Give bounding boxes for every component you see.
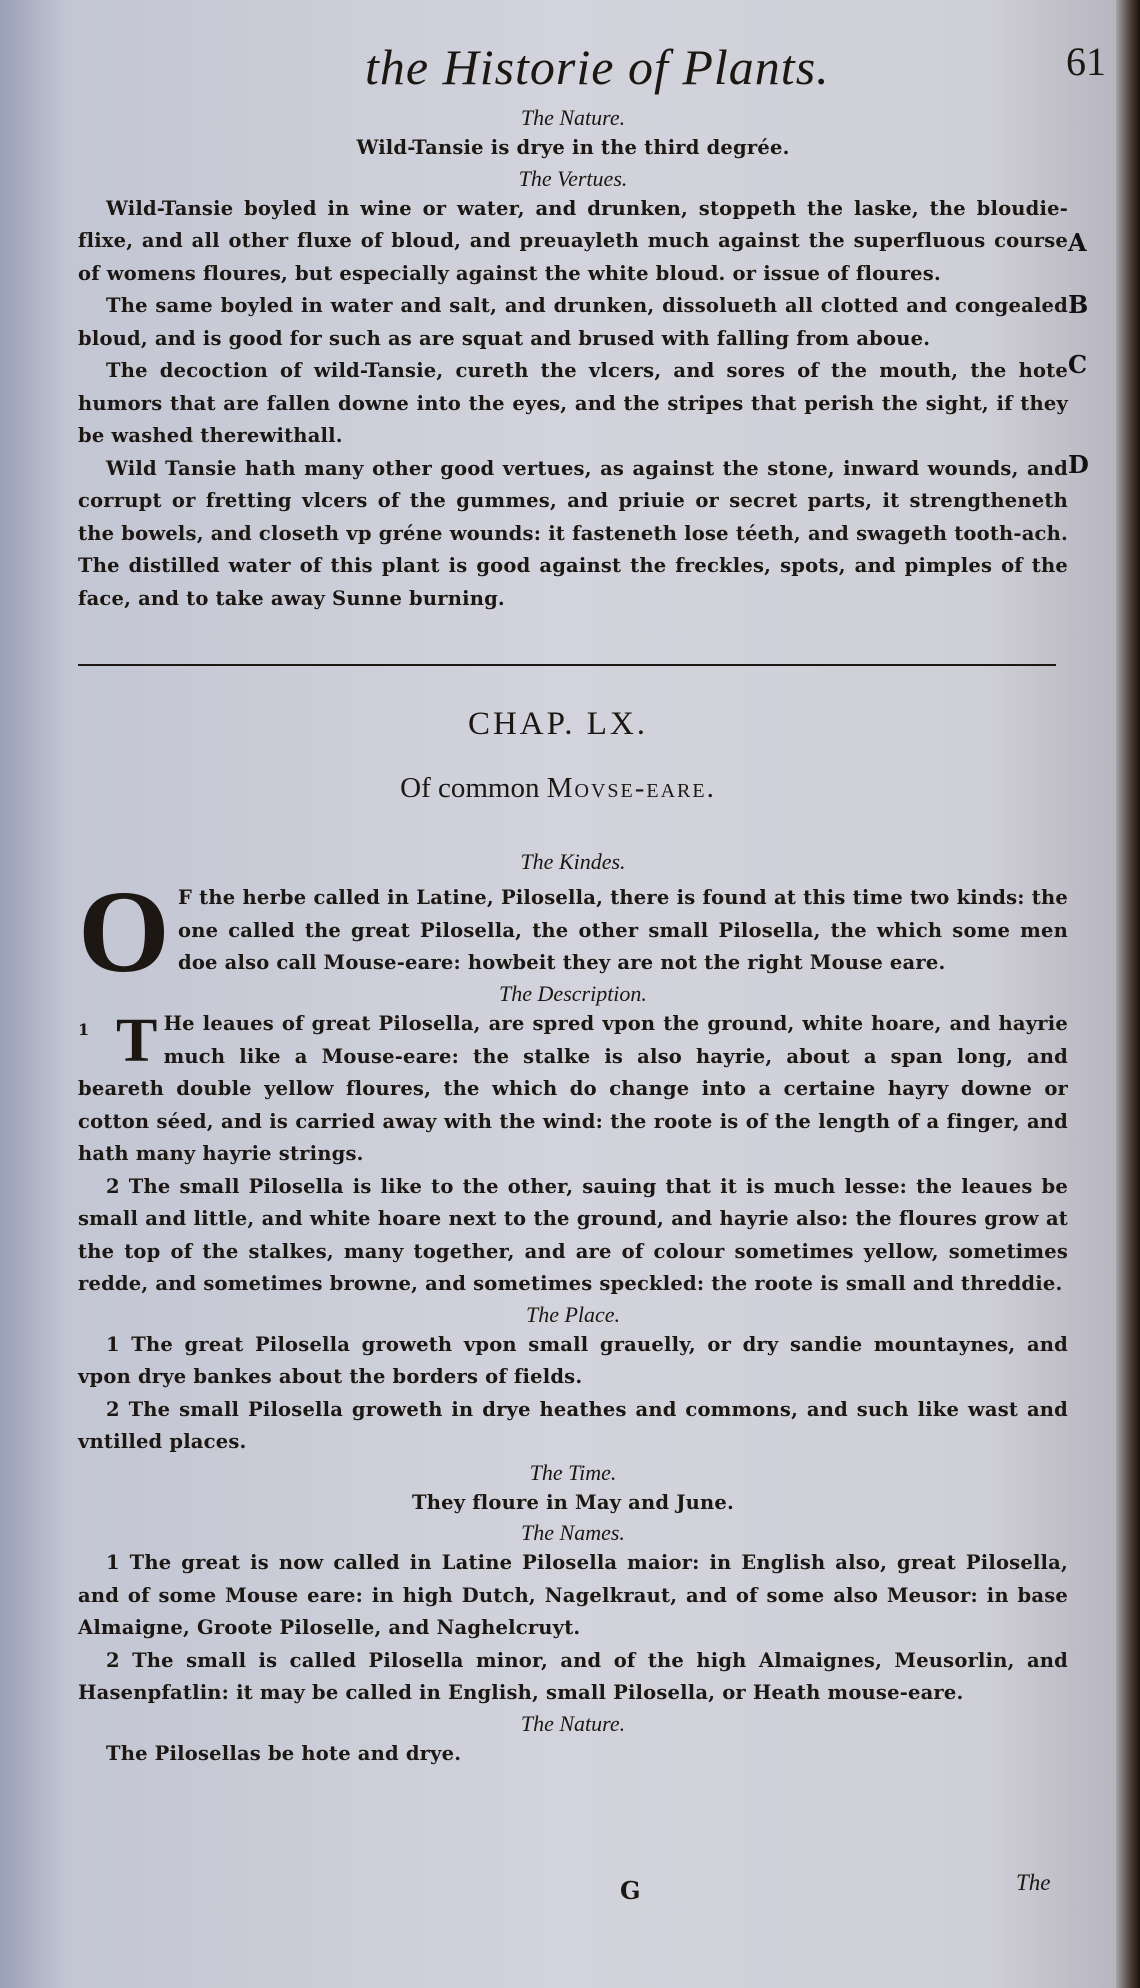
drop-cap-t: T xyxy=(116,1007,158,1075)
nature-text: Wild-Tansie is drye in the third degrée. xyxy=(356,136,790,159)
names-heading: The Names. xyxy=(521,1520,625,1545)
nature2-text: The Pilosellas be hote and drye. xyxy=(106,1741,462,1765)
tansie-section xyxy=(78,104,1068,615)
description-text-1: He leaues of great Pilosella, are spred vpon the ground, white hoare, and hayrie much like a Mouse-eare: the stalke is also hayrie, about a span long, and beareth double yellow floures, the which do change into a certaine hayry downe or cotton séed, and is carried away with the wind: the roote is of the length of a finger, and hath many hayrie strings. xyxy=(78,1012,1068,1165)
margin-letter-a: A xyxy=(1068,228,1087,257)
margin-letter-b: B xyxy=(1068,290,1089,319)
nature2-heading: The Nature. xyxy=(520,1710,626,1736)
book-spine-edge xyxy=(1116,0,1140,1988)
place-paragraph-2: 2 The small Pilosella groweth in drye heathes and commons, and such like wast and vntilled places. xyxy=(78,1397,1068,1453)
vertue-paragraph-3: The decoction of wild-Tansie, cureth the vlcers, and sores of the mouth, the hote humors that are fallen downe into the eyes, and the stripes that perish the sight, if they be washed therewithall. xyxy=(78,359,1068,447)
place-paragraph-1: 1 The great Pilosella groweth vpon small grauelly, or dry sandie mountaynes, and vpon drye bankes about the borders of fields. xyxy=(78,1332,1068,1388)
drop-cap-o: O xyxy=(78,866,170,997)
vertue-paragraph-2: The same boyled in water and salt, and drunken, dissolueth all clotted and congealed bloud, and is good for such as are squat and brused with falling from aboue. xyxy=(78,294,1068,350)
names-paragraph-1: 1 The great is now called in Latine Pilosella maior: in English also, great Pilosella, and of some Mouse eare: in high Dutch, Nagelkraut, and of some also Meusor: in base Almaigne, Groote Piloselle, and Naghelcruyt. xyxy=(78,1551,1068,1639)
description-heading: The Description. xyxy=(499,981,647,1006)
vertues-heading: The Vertues. xyxy=(518,165,628,191)
page-number: 61 xyxy=(1066,39,1106,84)
kindes-heading: The Kindes. xyxy=(520,849,626,874)
description-paragraph-2: 2 The small Pilosella is like to the other, sauing that it is much lesse: the leaues be small and little, and white hoare next to the ground, and hayrie also: the floures grow at the top of the stalkes, many together, and are of colour sometimes yellow, sometimes redde, and sometimes browne, and sometimes speckled: the roote is small and threddie. xyxy=(78,1174,1068,1295)
running-title: the Historie of Plants. xyxy=(365,39,830,95)
kindes-text: F the herbe called in Latine, Pilosella, there is found at this time two kinds: the one called the great Pilosella, the other small Pilosella, the which some men doe also call Mouse-eare: howbeit they are not the right Mouse eare. xyxy=(177,886,1068,974)
names-paragraph-2: 2 The small is called Pilosella minor, and of the high Almaignes, Meusorlin, and Hasenpfatlin: it may be called in English, small Pilosella, or Heath mouse-eare. xyxy=(78,1648,1068,1704)
time-text: They floure in May and June. xyxy=(412,1490,734,1514)
margin-letter-d: D xyxy=(1068,450,1089,479)
chapter-label: CHAP. LX. xyxy=(467,706,649,742)
catchword: The xyxy=(1016,1870,1051,1895)
signature-mark: G xyxy=(620,1876,641,1905)
time-heading: The Time. xyxy=(529,1459,617,1485)
page-header xyxy=(0,30,1116,100)
place-heading: The Place. xyxy=(525,1301,621,1327)
description-paragraph-1 xyxy=(78,1008,1068,1171)
chapter-title-caps: Movse-eare. xyxy=(546,772,716,804)
chapter-title-prefix: Of common xyxy=(400,772,540,804)
description-number-1: 1 xyxy=(78,1020,90,1039)
chapter-body xyxy=(78,848,1068,1770)
chapter-title xyxy=(0,772,1116,805)
nature-heading: The Nature. xyxy=(520,105,626,130)
vertue-paragraph-4: Wild Tansie hath many other good vertues, as against the stone, inward wounds, and corrupt or fretting vlcers of the gummes, and priuie or secret parts, it strengtheneth the bowels, and closeth vp gréne wounds: it fasteneth lose téeth, and swageth tooth-ach. The distilled water of this plant is good against the freckles, spots, and pimples of the face, and to take away Sunne burning. xyxy=(78,456,1068,610)
section-divider xyxy=(78,664,1056,666)
vertue-paragraph-1: Wild-Tansie boyled in wine or water, and drunken, stoppeth the laske, the bloudie-flixe, and all other fluxe of bloud, and preuayleth much against the superfluous course of womens floures, but especially against the white bloud. or issue of floures. xyxy=(78,196,1068,285)
margin-letter-c: C xyxy=(1068,350,1088,379)
